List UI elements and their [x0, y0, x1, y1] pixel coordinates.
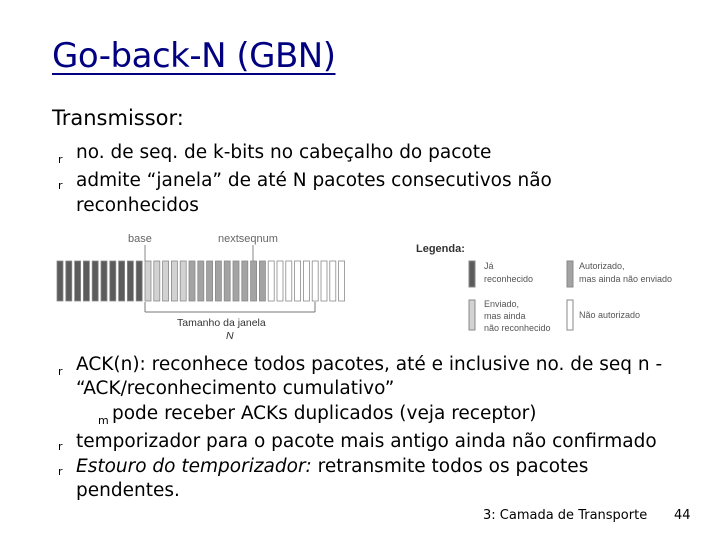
slot-not-usable: [339, 261, 345, 301]
slot-acked: [75, 261, 81, 301]
slot-acked: [127, 261, 133, 301]
footer-chapter: 3: Camada de Transporte: [483, 508, 648, 523]
bullet-timeout: [76, 454, 588, 480]
slot-acked: [101, 261, 107, 301]
bullet-ack: ACK(n): reconhece todos pacotes, até e inclusive no. de seq n -: [76, 354, 663, 375]
bullet-timer: temporizador para o pacote mais antigo ainda não confirmado: [76, 431, 657, 452]
bullet-marker: r: [58, 440, 63, 453]
legend-title: Legenda:: [416, 243, 465, 255]
slot-sent-unacked: [180, 261, 186, 301]
slot-acked: [66, 261, 72, 301]
bullet-marker: r: [58, 153, 63, 166]
bullet-seq-bits: no. de seq. de k-bits no cabeçalho do pacote: [76, 142, 492, 163]
bullet-marker: r: [58, 365, 63, 378]
slot-not-usable: [277, 261, 283, 301]
slot-sent-unacked: [171, 261, 177, 301]
label-nextseqnum: nextseqnum: [218, 233, 278, 245]
sub-bullet-dup-acks: pode receber ACKs duplicados (veja receptor): [112, 403, 537, 424]
slot-usable: [215, 261, 221, 301]
sequence-number-slots: [57, 261, 345, 301]
legend-text: mas ainda não enviado: [579, 274, 673, 284]
legend-item-not-usable: [567, 300, 640, 330]
bullet-timeout-cont: pendentes.: [76, 480, 180, 501]
bullet-marker: r: [58, 179, 63, 192]
slot-sent-unacked: [145, 261, 151, 301]
slot-usable: [242, 261, 248, 301]
slide-title: Go-back-N (GBN): [52, 36, 336, 76]
slot-not-usable: [295, 261, 301, 301]
slot-acked: [57, 261, 63, 301]
slot-not-usable: [321, 261, 327, 301]
sub-bullet-marker: m: [98, 414, 109, 427]
legend-swatch-usable: [567, 261, 573, 287]
slot-usable: [207, 261, 213, 301]
slot-acked: [92, 261, 98, 301]
slot-usable: [233, 261, 239, 301]
legend-text: Não autorizado: [579, 310, 641, 320]
bullet-marker: r: [58, 465, 63, 478]
slot-usable: [224, 261, 230, 301]
legend-swatch-sent-unacked: [469, 300, 475, 330]
slot-acked: [83, 261, 89, 301]
legend-text: não reconhecido: [484, 323, 551, 333]
slot-acked: [110, 261, 116, 301]
page-number: 44: [674, 508, 691, 523]
slot-usable: [251, 261, 257, 301]
legend-swatch-not-usable: [567, 300, 573, 330]
legend-item-usable: [567, 261, 672, 287]
legend-text: Autorizado,: [579, 261, 625, 271]
legend-text: mas ainda: [484, 311, 526, 321]
bullet-ack-cont: “ACK/reconhecimento cumulativo”: [76, 378, 395, 399]
slot-usable: [259, 261, 265, 301]
slot-not-usable: [330, 261, 336, 301]
slot-not-usable: [286, 261, 292, 301]
bullet-window-cont: reconhecidos: [76, 195, 199, 216]
timeout-text: retransmite todos os pacotes: [311, 456, 589, 477]
legend-text: Já: [484, 261, 494, 271]
legend-text: Enviado,: [484, 299, 520, 309]
slot-usable: [198, 261, 204, 301]
slot-not-usable: [312, 261, 318, 301]
legend-item-acked: [469, 261, 533, 287]
slot-acked: [119, 261, 125, 301]
window-size-symbol: N: [226, 330, 234, 342]
window-size-label: Tamanho da janela: [177, 317, 266, 329]
timeout-italic: Estouro do temporizador:: [76, 456, 312, 477]
slot-not-usable: [303, 261, 309, 301]
transmitter-heading: Transmissor:: [52, 106, 184, 130]
slot-sent-unacked: [163, 261, 169, 301]
label-base: base: [128, 233, 152, 245]
gbn-window-diagram: [55, 228, 695, 343]
legend-text: reconhecido: [484, 274, 534, 284]
slot-not-usable: [268, 261, 274, 301]
bullet-window: admite “janela” de até N pacotes consecutivos não: [76, 170, 552, 191]
legend-item-sent-unacked: [469, 299, 551, 333]
slot-acked: [136, 261, 142, 301]
slot-sent-unacked: [154, 261, 160, 301]
legend-swatch-acked: [469, 261, 475, 287]
slot-usable: [189, 261, 195, 301]
